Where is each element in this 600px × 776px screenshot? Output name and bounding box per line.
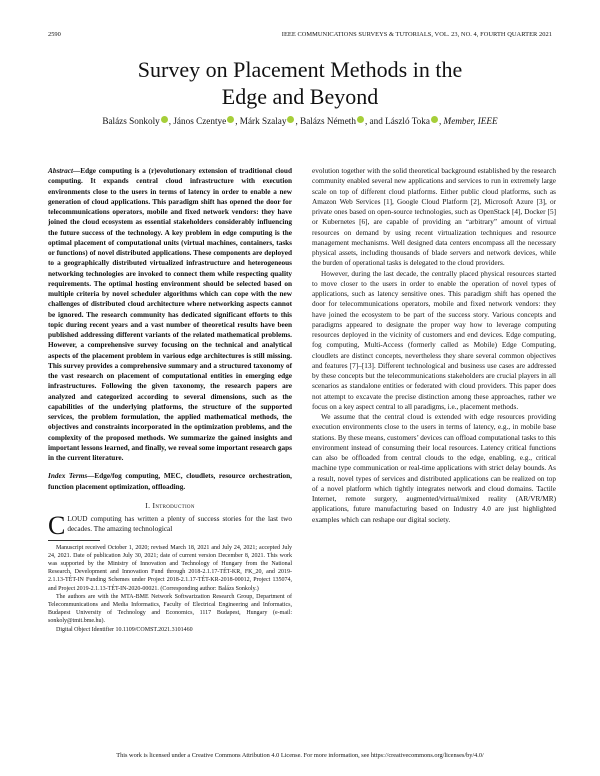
- author-separator: ,: [168, 116, 174, 126]
- intro-first-word: LOUD: [67, 515, 88, 523]
- abstract-label: Abstract: [48, 167, 73, 175]
- orcid-icon[interactable]: [357, 116, 364, 123]
- author-and: , and: [364, 116, 386, 126]
- page-number: 2590: [48, 31, 61, 38]
- author-name: Balázs Sonkoly: [102, 116, 160, 126]
- index-terms: [48, 471, 292, 492]
- author-list: [40, 116, 560, 126]
- orcid-icon[interactable]: [227, 116, 234, 123]
- body-paragraph: However, during the last decade, the centrally placed physical resources started to move closer to the users in order to enable the operation of novel types of applications, such as latency sensitive ones. This paradigm shift has opened the door for telecommunications operators, mobile and fixed network vendors: they have joined the ecosystem to be part of the success story. Various concepts and paradigms appeared to designate the proper way how to leverage computing resources deployed in the vicinity of customers and end devices. Edge computing, fog computing, Multi-Access (formerly called as Mobile) Edge Computing, cloudlets are distinct concepts, nevertheless they share several common objectives and features [7]–[13]. Different technological and business use cases are addressed by these concepts but the telecommunications stakeholders are crucial players in all scenarios as standalone entities or federated with cloud providers. This paper does not attempt to excavate the precise distinction among these approaches, rather we focus on a key aspect central to all paradigms, i.e., placement methods.: [312, 269, 556, 411]
- title-line-2: Edge and Beyond: [221, 84, 379, 109]
- section-heading: I. Introduction: [145, 500, 195, 510]
- abstract: [48, 166, 292, 463]
- footnotes: [48, 544, 292, 634]
- body-paragraph: We assume that the central cloud is extended with edge resources providing execution environments close to the users in terms of latency, e.g., in mobile base stations. By these means, customers’ devices can offload computational tasks to this environment instead of consuming their local resources. Latency critical functions can also be offloaded from central clouds to the edge, enabling, e.g., critical machine type communication or real-time applications with strict delay bounds. As a result, novel types of services and distributed applications can be realized on top of a novel platform which tightly integrates network and cloud domains. Tactile Internet, remote surgery, augmented/virtual/mixed reality (AR/VR/MR) applications, future manufacturing based on Industry 4.0 are just highlighted examples which can reshape our digital society.: [312, 413, 556, 524]
- abstract-text: —Edge computing is a (r)evolutionary extension of traditional cloud computing. It expands central cloud infrastructure with execution environments close to the users in terms of latency in order to enable a new generation of cloud applications. This paradigm shift has opened the door for telecommunications operators, mobile and fixed network vendors: they have joined the cloud ecosystem as essential stakeholders considerably influencing the future success of the technology. A key problem in edge computing is the optimal placement of computational units (virtual machines, containers, tasks or functions) of novel distributed applications. These components are deployed to a geographically distributed virtualized infrastructure and heterogeneous networking technologies are invoked to connect them while respecting quality requirements. The optimal hosting environment should be selected based on multiple criteria by novel scheduler algorithms which can cope with the new challenges of distributed cloud architecture where networking aspects cannot be ignored. The research community has dedicated significant efforts to this topic during recent years and a vast number of theoretical results have been published addressing different variants of the related mathematical problems. However, a comprehensive survey focusing on the technical and analytical aspects of the placement problem in various edge architectures is still missing. This survey provides a comprehensive summary and a structured taxonomy of the vast research on placement of computational entities in emerging edge infrastructures. Following the given taxonomy, the research papers are analyzed and categorized according to several dimensions, such as the capabilities of the underlying platforms, the structure of the supported services, the problem formulation, the applied mathematical methods, the objectives and constraints incorporated in the optimization problems, and the complexity of the proposed methods. We summarize the gained insights and important lessons learned, and finally, we reveal some important research gaps in the current literature.: [48, 167, 292, 462]
- author-name: Márk Szalay: [239, 116, 287, 126]
- body-paragraph: evolution together with the solid theoretical background established by the research community enabled several new applications and services to run in extremely large scale on top of different cloud platforms. Either public cloud platforms, such as Amazon Web Services [1], Google Cloud Platform [2], Microsoft Azure [3], or private ones based on open-source technologies, such as OpenStack [4], Docker [5] or Kubernetes [6], are capable of providing an “arbitrary” amount of virtual resources on demand by using recent virtualization techniques and resource management mechanisms. Well designed data centers encompass all the necessary physical assets, including thousands of blade servers and network devices, while the burden of operational tasks is delegated to the cloud providers.: [312, 167, 556, 268]
- footnote-manuscript: Manuscript received October 1, 2020; revised March 18, 2021 and July 24, 2021; accepted July 24, 2021. Date of publication July 30, 2021; date of current version December 8, 2021. This work was supported by the Ministry of Innovation and Technology of Hungary from the National Research, Development and Innovation Fund through 2018-2.1.17-TÉT-KR, FK_20, and 2019-2.1.13-TÉT-IN Funding Schemes under Project 2018-2.1.17-TÉT-KR-2018-00012, Project 135074, and Project 2019-2.1.13-TÉT-IN-2020-00021. (Corresponding author: Balázs Sonkoly.): [48, 544, 292, 592]
- index-terms-label: Index Terms: [48, 472, 88, 481]
- footnote-affiliation: The authors are with the MTA-BME Network Softwarization Research Group, Department of Telecommunications and Media Informatics, Faculty of Electrical Engineering and Informatics, Budapest University of Technology and Economics, 1117 Budapest, Hungary (e-mail: sonkoly@tmit.bme.hu).: [48, 593, 292, 625]
- license-notice: This work is licensed under a Creative Commons Attribution 4.0 License. For more information, see https://creativecommons.org/licenses/by/4.0/: [116, 752, 484, 759]
- paper-title: [60, 56, 540, 110]
- author-name: László Toka: [385, 116, 430, 126]
- author-separator: ,: [295, 116, 301, 126]
- author-name: János Czentye: [173, 116, 227, 126]
- orcid-icon[interactable]: [431, 116, 438, 123]
- orcid-icon[interactable]: [161, 116, 168, 123]
- index-terms-text: —Edge/fog computing, MEC, cloudlets, resource orchestration, function placement optimization, offloading.: [48, 472, 292, 491]
- left-column: [48, 166, 292, 634]
- journal-running-head: IEEE COMMUNICATIONS SURVEYS & TUTORIALS, VOL. 23, NO. 4, FOURTH QUARTER 2021: [281, 31, 552, 38]
- intro-text: computing has written a plenty of success stories for the last two decades. The amazing technological: [67, 515, 292, 534]
- title-line-1: Survey on Placement Methods in the: [137, 57, 463, 82]
- page-header: [48, 31, 552, 41]
- orcid-icon[interactable]: [287, 116, 294, 123]
- author-name: Balázs Németh: [300, 116, 356, 126]
- member-suffix: , Member, IEEE: [438, 116, 498, 126]
- author-separator: ,: [235, 116, 240, 126]
- right-column: [312, 166, 556, 525]
- intro-paragraph: [48, 511, 292, 540]
- footnote-doi: Digital Object Identifier 10.1109/COMST.2021.3101460: [56, 626, 193, 633]
- drop-cap: C: [48, 511, 66, 540]
